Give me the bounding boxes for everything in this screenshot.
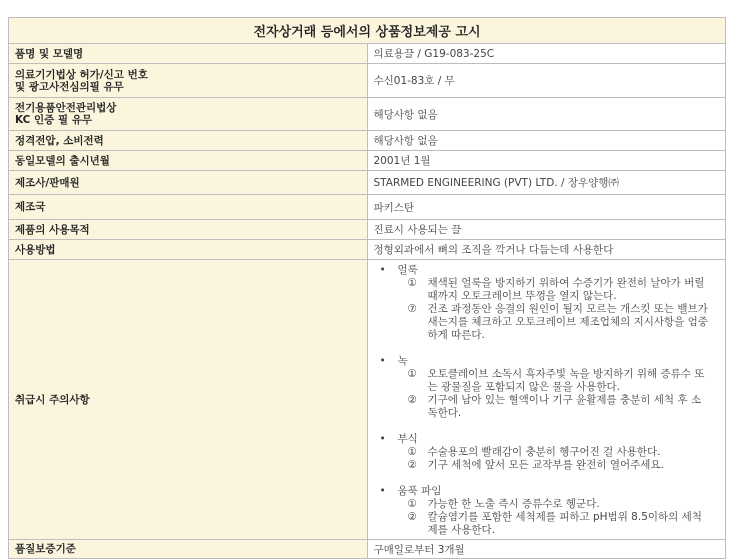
care-item xyxy=(408,394,720,420)
care-item xyxy=(408,368,720,394)
row-value: 해당사항 없음 xyxy=(367,98,726,131)
row-value: STARMED ENGINEERING (PVT) LTD. / 장우양행㈜ xyxy=(367,171,726,195)
table-row xyxy=(9,151,726,171)
item-number: ② xyxy=(407,394,417,406)
row-value: 해당사항 없음 xyxy=(367,131,726,151)
row-label: 정격전압, 소비전력 xyxy=(9,131,368,151)
care-section-rust xyxy=(378,355,720,420)
table-title: 전자상거래 등에서의 상품정보제공 고시 xyxy=(9,18,726,44)
item-text: 기구에 남아 있는 혈액이나 기구 윤활제를 충분히 세척 후 소독한다. xyxy=(427,394,701,419)
item-text: 칼슘염기를 포함한 세척제를 피하고 pH범위 8.5이하의 세척제를 사용한다. xyxy=(427,511,702,536)
item-text: 수술용포의 빨래감이 충분히 헹구어진 걸 사용한다. xyxy=(427,446,661,458)
row-value: 파키스탄 xyxy=(367,195,726,220)
product-info-notice xyxy=(8,17,726,559)
item-number: ② xyxy=(407,511,417,523)
item-text: 채색된 얼룩을 방지하기 위하여 수증기가 완전히 날아가 버릴 때까지 오토크레이브 뚜껑을 열지 않는다. xyxy=(427,277,705,302)
bullet-icon: • xyxy=(379,264,386,276)
table-row xyxy=(9,195,726,220)
care-item xyxy=(408,511,720,537)
item-text: 가능한 한 노출 즉시 증류수로 헹군다. xyxy=(427,498,600,510)
table-row xyxy=(9,131,726,151)
item-text: 오토클레이브 소독시 흑자주빛 녹을 방지하기 위해 증류수 또는 광물질을 포함되지 않은 물을 사용한다. xyxy=(427,368,705,393)
warranty-label: 품질보증기준 xyxy=(9,540,368,559)
item-number: ② xyxy=(407,459,417,471)
care-item xyxy=(408,303,720,342)
item-number: ① xyxy=(407,277,417,289)
row-label: 사용방법 xyxy=(9,240,368,260)
table-row xyxy=(9,98,726,131)
title-row xyxy=(9,18,726,44)
care-section-stain xyxy=(378,264,720,342)
care-section-title: 부식 xyxy=(397,433,418,445)
row-label: 전기용품안전관리법상 KC 인증 필 유무 xyxy=(9,98,368,131)
product-info-table xyxy=(8,17,726,559)
care-content xyxy=(367,260,726,540)
warranty-value: 구매일로부터 3개월 xyxy=(367,540,726,559)
bullet-icon: • xyxy=(379,485,386,497)
care-row xyxy=(9,260,726,540)
care-section-pitting xyxy=(378,485,720,537)
row-value: 의료용끌 / G19-083-25C xyxy=(367,44,726,64)
table-row xyxy=(9,540,726,559)
care-item xyxy=(408,277,720,303)
table-row xyxy=(9,44,726,64)
item-text: 기구 세척에 앞서 모든 교작부를 완전히 열어주세요. xyxy=(427,459,664,471)
table-row xyxy=(9,171,726,195)
care-item xyxy=(408,498,720,511)
row-label: 제조국 xyxy=(9,195,368,220)
table-row xyxy=(9,64,726,98)
table-row xyxy=(9,240,726,260)
row-value: 정형외과에서 뼈의 조직을 깍거나 다듬는데 사용한다 xyxy=(367,240,726,260)
care-item xyxy=(408,446,720,459)
row-label: 품명 및 모델명 xyxy=(9,44,368,64)
row-value: 수신01-83호 / 무 xyxy=(367,64,726,98)
bullet-icon: • xyxy=(379,433,386,445)
item-number: ⑦ xyxy=(407,303,417,315)
item-number: ① xyxy=(407,446,417,458)
row-value: 2001년 1월 xyxy=(367,151,726,171)
bullet-icon: • xyxy=(379,355,386,367)
item-number: ① xyxy=(407,368,417,380)
row-label: 제조사/판매원 xyxy=(9,171,368,195)
care-item xyxy=(408,459,720,472)
table-row xyxy=(9,220,726,240)
care-label: 취급시 주의사항 xyxy=(9,260,368,540)
care-section-title: 녹 xyxy=(397,355,408,367)
item-number: ① xyxy=(407,498,417,510)
row-label: 의료기기법상 허가/신고 번호 및 광고사전심의필 유무 xyxy=(9,64,368,98)
care-section-title: 얼룩 xyxy=(397,264,418,276)
row-label: 동일모델의 출시년월 xyxy=(9,151,368,171)
row-value: 진료시 사용되는 끌 xyxy=(367,220,726,240)
care-section-title: 움푹 파임 xyxy=(397,485,442,497)
row-label: 제품의 사용목적 xyxy=(9,220,368,240)
item-text: 건조 과정동안 응결의 원인이 될지 모르는 개스킷 또는 밸브가 새는지를 체크하고 오토크레이브 제조업체의 지시사항을 엄중하게 따른다. xyxy=(427,303,708,341)
care-section-corrosion xyxy=(378,433,720,472)
